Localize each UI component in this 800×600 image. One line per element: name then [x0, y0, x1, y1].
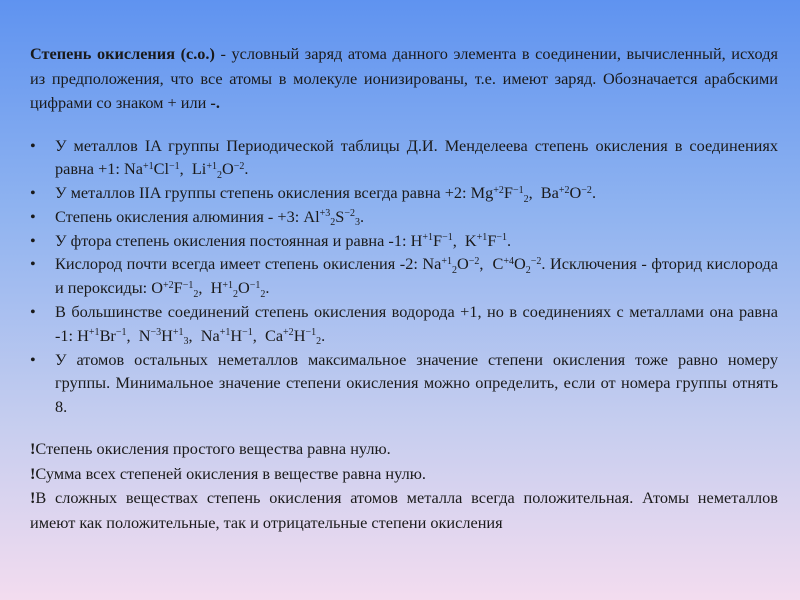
- fact-text: Кислород почти всегда имеет степень окисления -2: $Na^{+1}_2O^{-2}$, $C^{+4}O_2^{-2}$. Исключения - фторид кислорода и пероксиды: $O^{+2}F^{-1}_2$, $H^{+1}_2O^{-1}_2$.: [55, 254, 778, 300]
- exclamation-mark: !: [30, 488, 36, 508]
- rule-item: [30, 486, 778, 535]
- bullet-icon: •: [30, 183, 36, 203]
- bullet-icon: •: [30, 135, 36, 155]
- bullet-icon: •: [30, 230, 36, 250]
- definition-paragraph: [30, 42, 778, 116]
- fact-item: [30, 300, 778, 348]
- fact-item: [30, 348, 778, 419]
- exclamation-mark: !: [30, 439, 36, 459]
- fact-text: У металлов IIA группы степень окисления всегда равна +2: $Mg^{+2}F^{-1}_2$, $Ba^{+2}O^{-2}$.: [55, 183, 597, 205]
- rules-block: [30, 437, 778, 535]
- fact-item: [30, 134, 778, 182]
- rule-text: В сложных веществах степень окисления атомов металла всегда положительная. Атомы неметаллов имеют как положительные, так и отрицательные степени окисления: [30, 488, 778, 532]
- fact-item: [30, 181, 778, 205]
- definition-text: - условный заряд атома данного элемента в соединении, вычисленный, исходя из предположения, что все атомы в молекуле ионизированы, т.е. имеют заряд. Обозначается арабскими цифрами со знаком + или: [30, 44, 778, 112]
- exclamation-mark: !: [30, 463, 36, 483]
- rule-item: [30, 437, 778, 462]
- fact-item: [30, 205, 778, 229]
- facts-list: [30, 134, 778, 420]
- rule-text: Степень окисления простого вещества равна нулю.: [35, 439, 391, 459]
- definition-term: Степень окисления (с.о.): [30, 44, 215, 63]
- bullet-icon: •: [30, 349, 36, 369]
- fact-text: Степень окисления алюминия - +3: $Al^{+3}_2S^{-2}_3$.: [55, 206, 365, 229]
- definition-end: -.: [210, 93, 220, 112]
- fact-item: [30, 252, 778, 300]
- bullet-icon: •: [30, 302, 36, 322]
- rule-item: [30, 462, 778, 487]
- bullet-icon: •: [30, 254, 36, 274]
- bullet-icon: •: [30, 206, 36, 226]
- fact-text: В большинстве соединений степень окисления водорода +1, но в соединениях с металлами она равна -1: $H^{+1}Br^{-1}$, $N^{-3}H^{+1}_3$, $Na^{+1}H^{-1}$, $Ca^{+2}H^{-1}_2$.: [55, 302, 778, 348]
- fact-item: [30, 229, 778, 253]
- fact-text: У фтора степень окисления постоянная и равна -1: $H^{+1}F^{-1}$, $K^{+1}F^{-1}$.: [55, 230, 512, 250]
- fact-text: У атомов остальных неметаллов максимальное значение степени окисления тоже равно номеру группы. Минимальное значение степени окисления можно определить, если от номера группы отнять 8.: [55, 349, 778, 417]
- rule-text: Сумма всех степеней окисления в веществе равна нулю.: [35, 463, 426, 483]
- slide-content: [30, 42, 778, 535]
- fact-text: У металлов IA группы Периодической таблицы Д.И. Менделеева степень окисления в соединениях равна +1: $Na^{+1}Cl^{-1}$, $Li^{+1}_2O^{-2}$.: [55, 135, 778, 181]
